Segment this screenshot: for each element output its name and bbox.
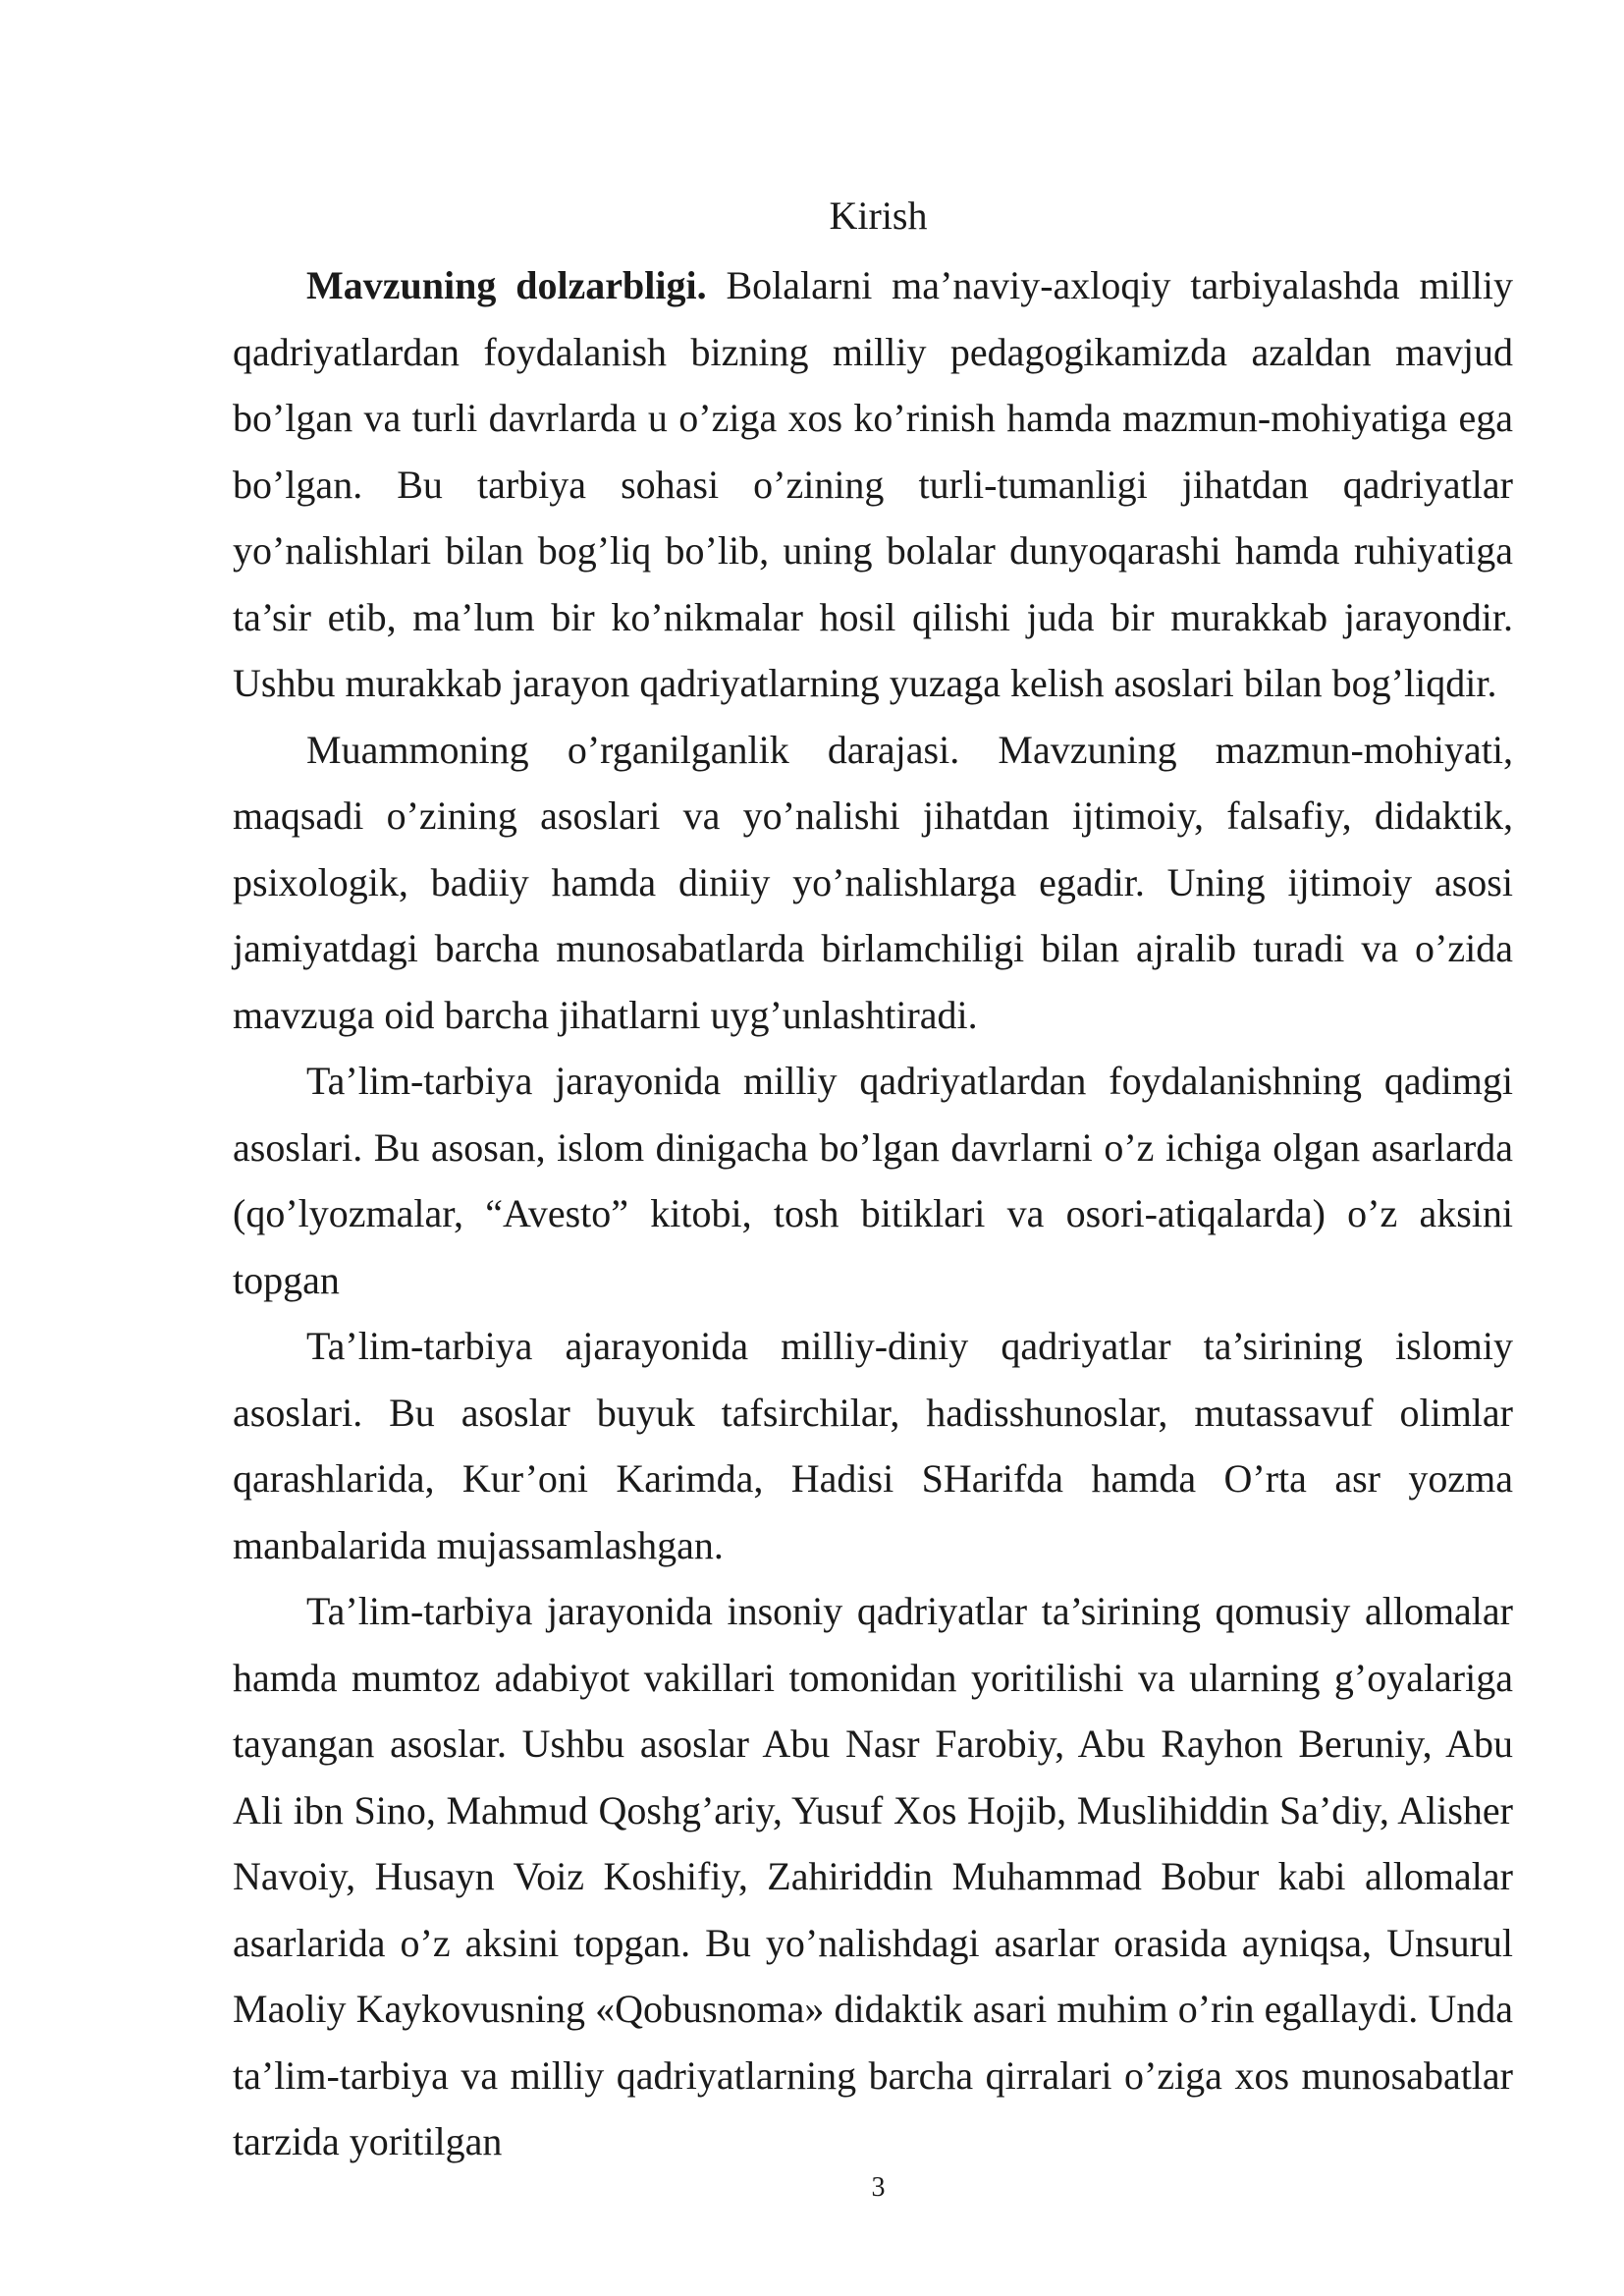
paragraph-study-level: Muammoning o’rganilganlik darajasi. Mavzuning mazmun-mohiyati, maqsadi o’zining asoslari va yo’nalishi jihatdan ijtimoiy, falsafiy, didaktik, psixologik, badiiy hamda diniiy yo’nalishlarga egadir. Uning ijtimoiy asosi jamiyatdagi barcha munosabatlarda birlamchiligi bilan ajralib turadi va o’zida mavzuga oid barcha jihatlarni uyg’unlashtiradi. <box>233 727 1513 1037</box>
paragraph-lead: Mavzuning dolzarbligi. <box>306 263 707 307</box>
paragraph-relevance <box>233 252 1513 717</box>
paragraph-ancient-foundations: Ta’lim-tarbiya jarayonida milliy qadriyatlardan foydalanishning qadimgi asoslari. Bu asosan, islom dinigacha bo’lgan davrlarni o’z ichiga olgan asarlarda (qo’lyozmalar, “Avesto” kitobi, tosh bitiklari va osori-atiqalarda) o’z aksini topgan <box>233 1059 1513 1302</box>
paragraph-text: Bolalarni ma’naviy-axloqiy tarbiyalashda milliy qadriyatlardan foydalanish bizning milliy pedagogikamizda azaldan mavjud bo’lgan va turli davrlarda u o’ziga xos ko’rinish hamda mazmun-mohiyatiga ega bo’lgan. Bu tarbiya sohasi o’zining turli-tumanligi jihatdan qadriyatlar yo’nalishlari bilan bog’liq bo’lib, uning bolalar dunyoqarashi hamda ruhiyatiga ta’sir etib, ma’lum bir ko’nikmalar hosil qilishi juda bir murakkab jarayondir. Ushbu murakkab jarayon qadriyatlarning yuzaga kelish asoslari bilan bog’liqdir. <box>233 263 1514 705</box>
paragraph-scholars-foundations: Ta’lim-tarbiya jarayonida insoniy qadriyatlar ta’sirining qomusiy allomalar hamda mumtoz adabiyot vakillari tomonidan yoritilishi va ularning g’oyalariga tayangan asoslar. Ushbu asoslar Abu Nasr Farobiy, Abu Rayhon Beruniy, Abu Ali ibn Sino, Mahmud Qoshg’ariy, Yusuf Xos Hojib, Muslihiddin Sa’diy, Alisher Navoiy, Husayn Voiz Koshifiy, Zahiriddin Muhammad Bobur kabi allomalar asarlarida o’z aksini topgan. Bu yo’nalishdagi asarlar orasida ayniqsa, Unsurul Maoliy Kaykovusning «Qobusnoma» didaktik asari muhim o’rin egallaydi. Unda ta’lim-tarbiya va milliy qadriyatlarning barcha qirralari o’ziga xos munosabatlar tarzida yoritilgan <box>233 1589 1513 2163</box>
paragraph-islamic-foundations: Ta’lim-tarbiya ajarayonida milliy-diniy qadriyatlar ta’sirining islomiy asoslari. Bu asoslar buyuk tafsirchilar, hadisshunoslar, mutassavuf olimlar qarashlarida, Kur’oni Karimda, Hadisi SHarifda hamda O’rta asr yozma manbalarida mujassamlashgan. <box>233 1324 1513 1567</box>
page-number: 3 <box>871 2172 886 2203</box>
body-text <box>233 252 1513 2175</box>
page-title: Kirish <box>829 193 928 238</box>
